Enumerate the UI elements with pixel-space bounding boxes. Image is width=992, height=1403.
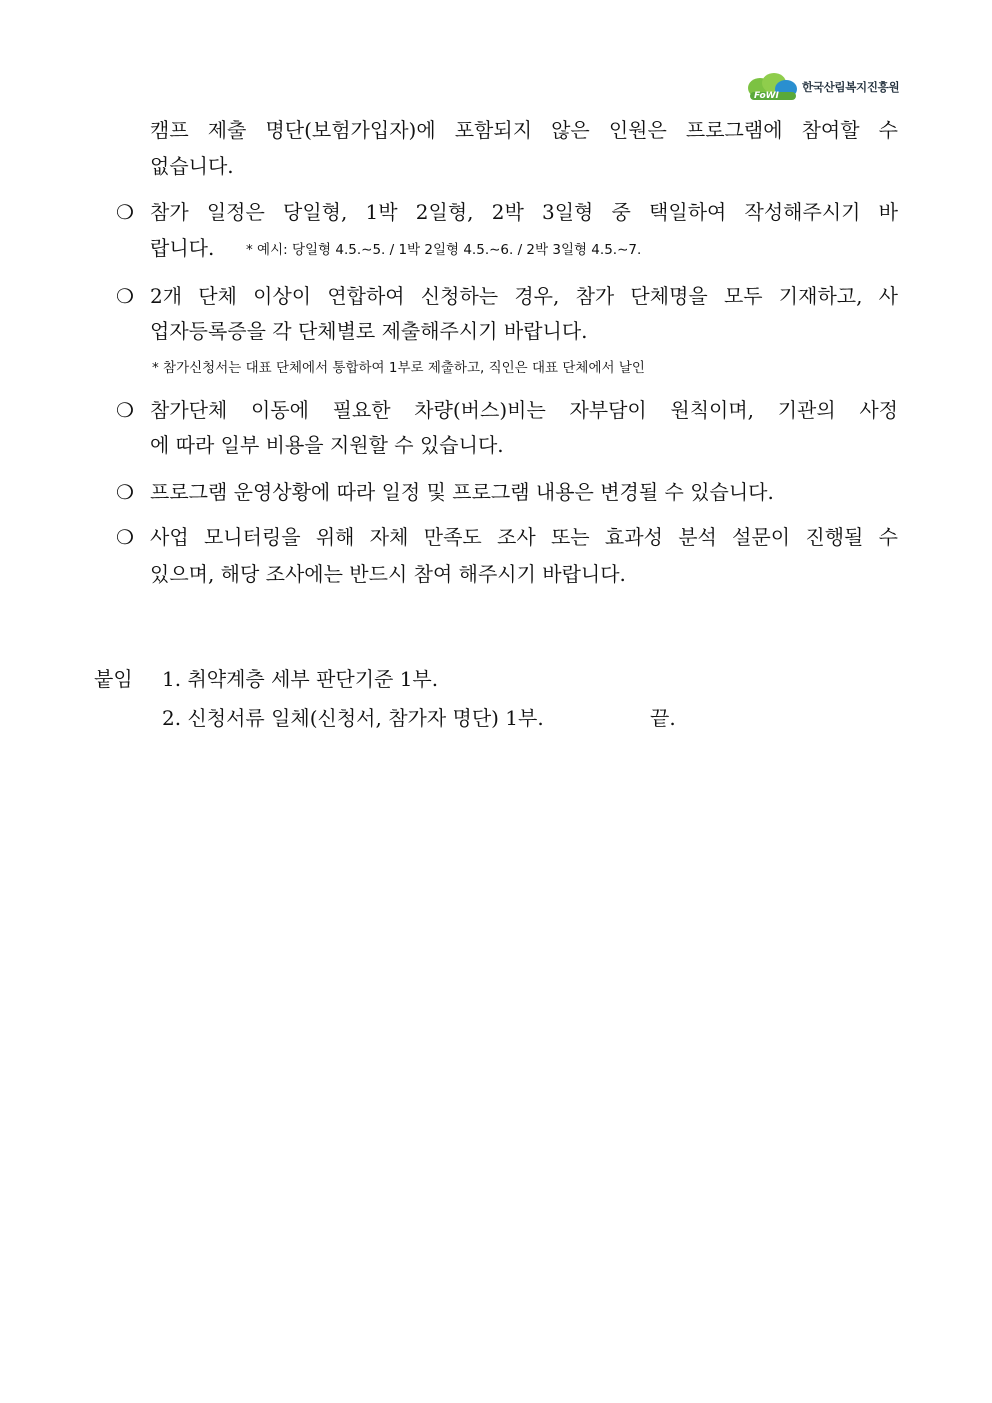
p2-line1: 2개 단체 이상이 연합하여 신청하는 경우, 참가 단체명을 모두 기재하고, 사 — [150, 284, 898, 308]
organization-name: 한국산림복지진흥원 — [802, 80, 900, 94]
p1-note: * 예시: 당일형 4.5.∼5. / 1박 2일형 4.5.∼6. / 2박 3일형 4.5.∼7. — [246, 242, 642, 258]
p3-line1: 참가단체 이동에 필요한 차량(버스)비는 자부담이 원칙이며, 기관의 사정 — [150, 398, 898, 422]
bullet-circle-icon: ❍ — [116, 525, 134, 549]
p2-note: * 참가신청서는 대표 단체에서 통합하여 1부로 제출하고, 직인은 대표 단체에서 날인 — [152, 360, 645, 376]
p0-line1: 캠프 제출 명단(보험가입자)에 포함되지 않은 인원은 프로그램에 참여할 수 — [150, 118, 898, 142]
attachment-item-1: 1. 취약계층 세부 판단기준 1부. — [162, 667, 439, 691]
attachment-item-2: 2. 신청서류 일체(신청서, 참가자 명단) 1부. — [162, 706, 544, 730]
attachments-label: 붙임 — [94, 667, 133, 691]
organization-logo — [746, 72, 899, 102]
p0-line2: 없습니다. — [150, 154, 234, 178]
bullet-circle-icon: ❍ — [116, 398, 134, 422]
p5-line2: 있으며, 해당 조사에는 반드시 참여 해주시기 바랍니다. — [150, 562, 626, 586]
p3-line2: 에 따라 일부 비용을 지원할 수 있습니다. — [150, 433, 504, 457]
end-mark: 끝. — [650, 706, 676, 730]
p2-line2: 업자등록증을 각 단체별로 제출해주시기 바랍니다. — [150, 319, 588, 343]
bullet-circle-icon: ❍ — [116, 284, 134, 308]
logo-mark-text: FoWI — [754, 91, 779, 101]
p4-line1: 프로그램 운영상황에 따라 일정 및 프로그램 내용은 변경될 수 있습니다. — [150, 480, 774, 504]
p5-line1: 사업 모니터링을 위해 자체 만족도 조사 또는 효과성 분석 설문이 진행될 수 — [150, 525, 898, 549]
p1-line2: 랍니다. — [150, 236, 215, 260]
bullet-circle-icon: ❍ — [116, 480, 134, 504]
p1-line1: 참가 일정은 당일형, 1박 2일형, 2박 3일형 중 택일하여 작성해주시기 바 — [150, 200, 898, 224]
bullet-circle-icon: ❍ — [116, 200, 134, 224]
fowi-logo-icon — [746, 72, 798, 102]
